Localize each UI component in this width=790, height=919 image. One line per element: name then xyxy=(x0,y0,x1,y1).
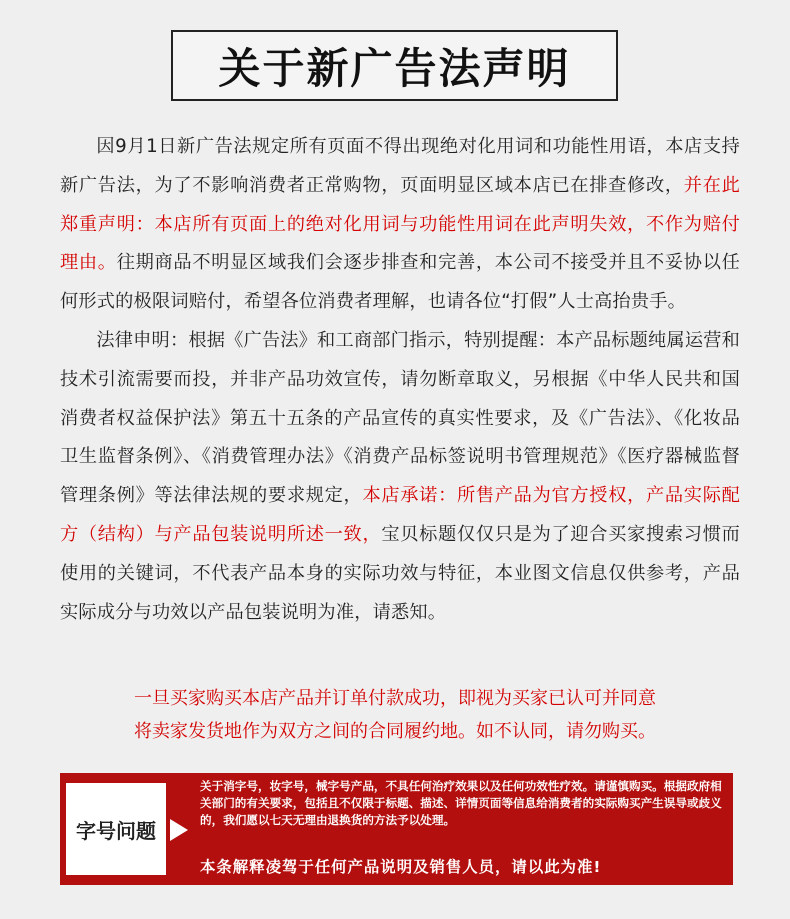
banner-tag xyxy=(66,783,166,875)
banner-description: 关于消字号，妆字号，械字号产品，不具任何治疗效果以及任何功效性疗效。请谨慎购买。根据政府相关部门的有关要求，包括且不仅限于标题、描述、详情页面等信息给消费者的实际购买产生误导或歧义的，我们愿以七天无理由退换货的方法予以处理。 xyxy=(200,779,722,827)
purchase-notice xyxy=(0,682,790,748)
statement-body xyxy=(60,128,740,632)
notice-line-2: 将卖家发货地作为双方之间的合同履约地。如不认同，请勿购买。 xyxy=(134,721,656,742)
announcement-continuation: 往期商品不明显区域我们会逐步排查和完善，本公司不接受并且不妥协以任何形式的极限词赔付，希望各位消费者理解，也请各位“打假”人士高抬贵手。 xyxy=(60,252,740,313)
arrow-right-icon xyxy=(170,819,188,841)
page-title: 关于新广告法声明 xyxy=(218,43,571,93)
banner-tag-label: 字号问题 xyxy=(76,818,156,843)
title-box xyxy=(171,30,618,101)
legal-text: 法律申明：根据《广告法》和工商部门指示，特别提醒：本产品标题纯属运营和技术引流需要而投，并非产品功效宣传，请勿断章取义，另根据《中华人民共和国消费者权益保护法》第五十五条的产品宣传的真实性要求，及《广告法》、《化妆品卫生监督条例》、《消费管理办法》《消费产品标签说明书管理规范》《医疗器械监督管理条例》等法律法规的要求规定， xyxy=(60,329,740,507)
announcement-declaration: 并在此郑重声明：本店所有页面上的绝对化用词与功能性用词在此声明失效，不作为赔付理由。 xyxy=(60,174,740,274)
license-banner xyxy=(60,773,733,885)
paragraph-announcement xyxy=(60,128,740,322)
legal-continuation: 宝贝标题仅仅只是为了迎合买家搜索习惯而使用的关键词，不代表产品本身的实际功效与特征，本业图文信息仅供参考，产品实际成分与功效以产品包装说明为准，请悉知。 xyxy=(60,523,740,623)
paragraph-legal xyxy=(60,322,740,632)
notice-line-1: 一旦买家购买本店产品并订单付款成功，即视为买家已认可并同意 xyxy=(134,688,656,709)
legal-promise: 本店承诺：所售产品为官方授权，产品实际配方（结构）与产品包装说明所述一致， xyxy=(60,485,740,545)
announcement-text: 因9月1日新广告法规定所有页面不得出现绝对化用词和功能性用语，本店支持新广告法，为了不影响消费者正常购物，页面明显区域本店已在排查修改， xyxy=(60,136,740,196)
banner-final-statement: 本条解释凌驾于任何产品说明及销售人员，请以此为准! xyxy=(200,858,602,876)
